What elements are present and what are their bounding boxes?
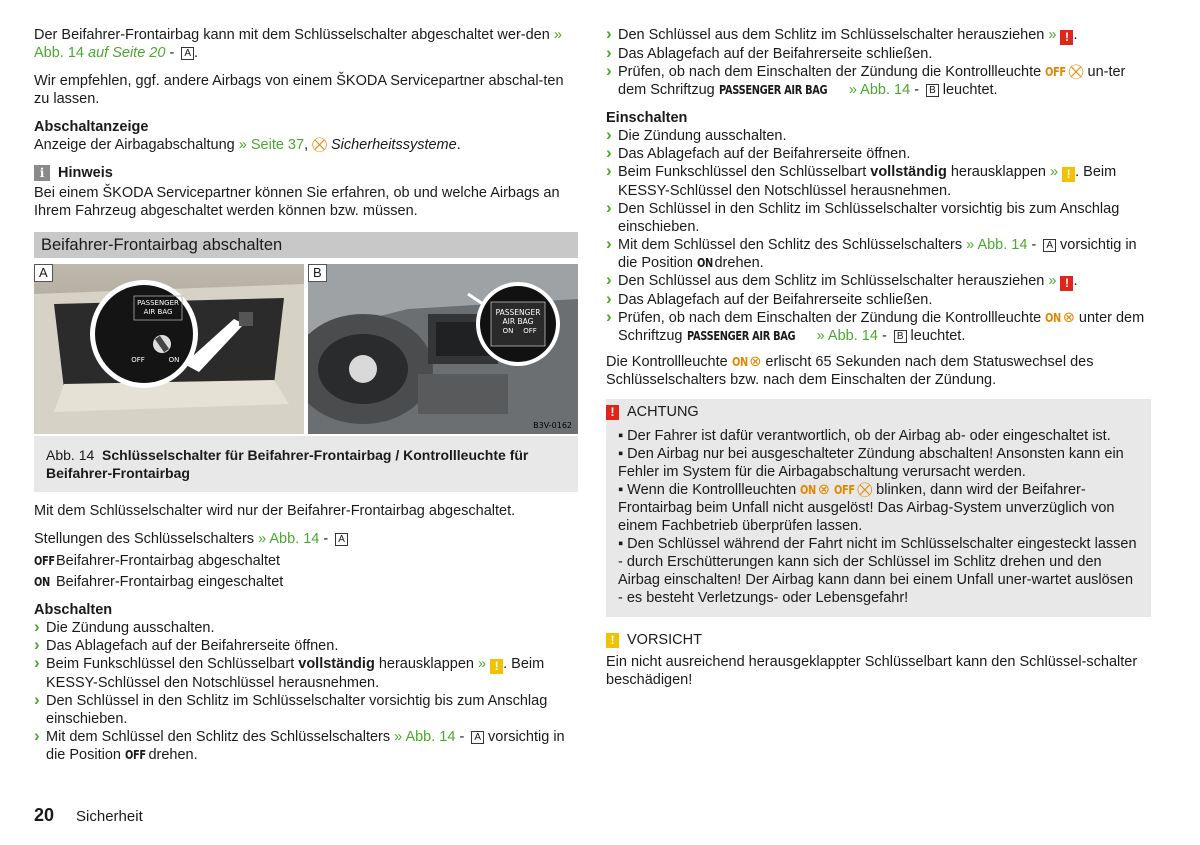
step-item: › Beim Funkschlüssel den Schlüsselbart vollständig herausklappen » ! . Beim KESSY-Schlüssel den Notschlüssel herausnehmen.	[606, 163, 1151, 200]
glovebox-illustration	[34, 264, 304, 434]
panel-b-label-2: AIR BAG	[502, 317, 534, 326]
caution-icon: !	[606, 633, 619, 648]
fig-ref-link[interactable]: » Abb. 14	[258, 531, 320, 547]
step-item: › Mit dem Schlüssel den Schlitz des Schlüsselschalters » Abb. 14 - A vorsichtig in die Position OFF drehen.	[34, 728, 578, 764]
panel-b-label: B	[308, 264, 327, 282]
step-item: › Den Schlüssel in den Schlitz im Schlüsselschalter vorsichtig bis zum Anschlag einschieben.	[34, 692, 578, 728]
step-item: › Den Schlüssel in den Schlitz im Schlüsselschalter vorsichtig bis zum Anschlag einschieben.	[606, 200, 1151, 236]
airbag-on-icon: ⊗	[1062, 310, 1075, 326]
step-item: › Prüfen, ob nach dem Einschalten der Zündung die Kontrollleuchte OFF ⛒ un-ter dem Schriftzug PASSENGER AIR BAG » Abb. 14 - B leuchtet.	[606, 63, 1151, 99]
achtung-item: ▪ Den Airbag nur bei ausgeschalteter Zündung abschalten! Ansonsten kann ein Fehler im System für die Airbagabschaltung verursacht werden.	[618, 446, 1124, 480]
achtung-box	[606, 399, 1151, 617]
hint-heading: i Hinweis	[34, 164, 578, 182]
page-footer	[34, 805, 143, 826]
step-item: › Beim Funkschlüssel den Schlüsselbart vollständig herausklappen » ! . Beim KESSY-Schlüssel den Notschlüssel herausnehmen.	[34, 655, 578, 692]
warning-icon: !	[606, 405, 619, 420]
step-item: › Den Schlüssel aus dem Schlitz im Schlüsselschalter herausziehen » ! .	[606, 26, 1151, 45]
figure-14	[34, 264, 578, 434]
step-item: › Die Zündung ausschalten.	[606, 127, 1151, 145]
figure-panel-b	[308, 264, 578, 434]
indicator-paragraph: Die Kontrollleuchte ON ⊗ erlischt 65 Sekunden nach dem Statuswechsel des Schlüsselschalters bzw. nach dem Einschalten der Zündung.	[606, 354, 1094, 388]
panel-b-off: OFF	[523, 327, 537, 335]
airbag-on-icon: ⊗	[817, 482, 830, 498]
vorsicht-heading: ! VORSICHT	[606, 631, 1151, 649]
step-item: › Das Ablagefach auf der Beifahrerseite öffnen.	[606, 145, 1151, 163]
figure-panel-a	[34, 264, 304, 434]
page-ref-link[interactable]: » Seite 37	[238, 137, 305, 153]
step-item: › Prüfen, ob nach dem Einschalten der Zündung die Kontrollleuchte ON ⊗ unter dem Schriftzug PASSENGER AIR BAG » Abb. 14 - B leuchtet.	[606, 309, 1151, 345]
panel-a-off: OFF	[131, 356, 145, 364]
panel-a-label-1: PASSENGER	[137, 299, 179, 307]
panel-a-label: A	[34, 264, 53, 282]
airbag-icon: ⛒	[312, 137, 327, 153]
einschalten-heading: Einschalten	[606, 110, 688, 126]
caution-icon: !	[1062, 167, 1075, 182]
right-column	[606, 26, 1151, 689]
warning-icon: !	[1060, 276, 1073, 291]
panel-a-label-2: AIR BAG	[143, 308, 173, 316]
figure-code: B3V-0162	[533, 421, 572, 430]
achtung-item: ▪ Der Fahrer ist dafür verantwortlich, ob der Airbag ab- oder eingeschaltet ist.	[618, 428, 1111, 444]
step-item: › Mit dem Schlüssel den Schlitz des Schlüsselschalters » Abb. 14 - A vorsichtig in die Position ON drehen.	[606, 236, 1151, 272]
vorsicht-text: Ein nicht ausreichend herausgeklappter Schlüsselbart kann den Schlüssel-schalter beschädigen!	[606, 654, 1138, 688]
switch-paragraph: Mit dem Schlüsselschalter wird nur der Beifahrer-Frontairbag abgeschaltet.	[34, 503, 516, 519]
intro-paragraph: Der Beifahrer-Frontairbag kann mit dem Schlüsselschalter abgeschaltet wer-den » Abb. 14 auf Seite 20 - A .	[34, 27, 562, 61]
achtung-item: ▪ Wenn die Kontrollleuchten ON ⊗ OFF ⛒ blinken, dann wird der Beifahrer-Frontairbag beim Unfall nicht ausgelöst! Das Airbag-System unverzüglich von einem Fachbetrieb überprüfen lassen.	[618, 482, 1115, 534]
airbag-off-icon: ⛒	[1068, 64, 1084, 80]
step-item: › Das Ablagefach auf der Beifahrerseite öffnen.	[34, 637, 578, 655]
panel-b-label-1: PASSENGER	[495, 308, 541, 317]
abschaltanzeige-text: Anzeige der Airbagabschaltung » Seite 37, ⛒ Sicherheitssysteme.	[34, 137, 461, 153]
step-item: › Das Ablagefach auf der Beifahrerseite schließen.	[606, 291, 1151, 309]
dashboard-illustration	[308, 264, 578, 434]
legend-off: OFF Beifahrer-Frontairbag abgeschaltet	[34, 553, 281, 569]
step-item: › Das Ablagefach auf der Beifahrerseite schließen.	[606, 45, 1151, 63]
figure-caption: Abb. 14 Schlüsselschalter für Beifahrer-Frontairbag / Kontrollleuchte für Beifahrer-Frontairbag	[34, 436, 578, 492]
left-column	[34, 26, 578, 764]
step-item: › Den Schlüssel aus dem Schlitz im Schlüsselschalter herausziehen » ! .	[606, 272, 1151, 291]
achtung-item: ▪ Den Schlüssel während der Fahrt nicht im Schlüsselschalter eingesteckt lassen - durch Erschütterungen kann sich der Schlüssel im Schlitz drehen und den Airbag einschalten! Der Airbag kann dann bei einem Unfall uner-wartet auslösen - es besteht Verletzungs- oder Lebensgefahr!	[618, 536, 1137, 606]
positions-paragraph: Stellungen des Schlüsselschalters » Abb. 14 - A	[34, 530, 578, 548]
section-name: Sicherheit	[76, 808, 143, 825]
page-number: 20	[34, 805, 55, 825]
recommend-paragraph: Wir empfehlen, ggf. andere Airbags von einem ŠKODA Servicepartner abschal-ten zu lassen.	[34, 73, 564, 107]
achtung-heading: ! ACHTUNG	[606, 401, 1151, 423]
caution-icon: !	[490, 659, 503, 674]
airbag-on-icon: ⊗	[749, 354, 762, 370]
panel-b-on: ON	[502, 327, 514, 335]
legend-on: ON Beifahrer-Frontairbag eingeschaltet	[34, 574, 284, 590]
airbag-off-icon: ⛒	[857, 482, 873, 498]
hint-text: Bei einem ŠKODA Servicepartner können Sie erfahren, ob und welche Airbags an Ihrem Fahrzeug abgeschaltet werden können bzw. müssen.	[34, 185, 560, 219]
warning-icon: !	[1060, 30, 1073, 45]
abschalten-heading: Abschalten	[34, 602, 113, 618]
figure-label-box: A	[335, 533, 348, 546]
page-ref-link[interactable]: auf Seite 20	[88, 45, 166, 61]
abschaltanzeige-heading: Abschaltanzeige	[34, 119, 149, 135]
figure-label-box: A	[181, 47, 194, 60]
fig-ref-link[interactable]: » Abb. 14	[34, 27, 562, 61]
panel-a-on: ON	[168, 356, 180, 364]
section-title: Beifahrer-Frontairbag abschalten	[34, 232, 578, 258]
step-item: › Die Zündung ausschalten.	[34, 619, 578, 637]
info-icon: i	[34, 165, 50, 181]
